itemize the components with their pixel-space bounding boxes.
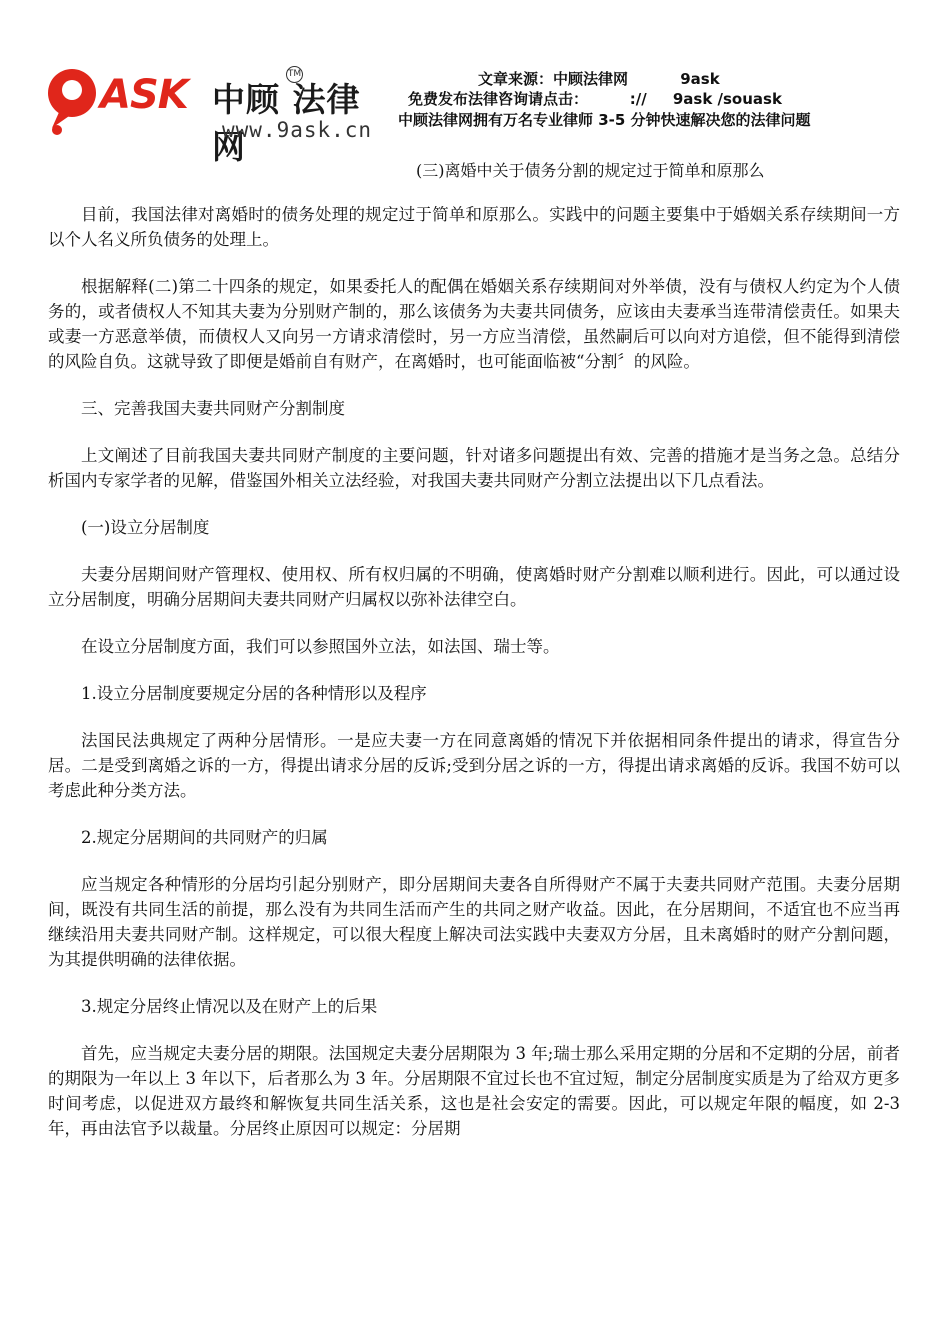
item-heading-2: 2.规定分居期间的共同财产的归属 (81, 828, 328, 847)
item-heading-1: 1.设立分居制度要规定分居的各种情形以及程序 (81, 684, 427, 703)
section-title: (三)离婚中关于债务分割的规定过于简单和原那么 (416, 161, 765, 180)
article-body (48, 202, 900, 1163)
paragraph: 夫妻分居期间财产管理权、使用权、所有权归属的不明确，使离婚时财产分割难以顺利进行。因此，可以通过设立分居制度，明确分居期间夫妻共同财产归属权以弥补法律空白。 (48, 565, 900, 609)
paragraph: 上文阐述了目前我国夫妻共同财产制度的主要问题，针对诸多问题提出有效、完善的措施才是当务之急。总结分析国内专家学者的见解，借鉴国外相关立法经验，对我国夫妻共同财产分割立法提出以下几点看法。 (48, 446, 900, 490)
paragraph: 在设立分居制度方面，我们可以参照国外立法，如法国、瑞士等。 (81, 637, 560, 656)
lawyer-promo-line: 中顾法律网拥有万名专业律师 3-5 分钟快速解决您的法律问题 (398, 111, 811, 129)
paragraph: 目前，我国法律对离婚时的债务处理的规定过于简单和原那么。实践中的问题主要集中于婚姻关系存续期间一方以个人名义所负债务的处理上。 (48, 205, 900, 249)
question-bubble-icon (42, 66, 104, 136)
subheading-1: (一)设立分居制度 (81, 518, 210, 537)
logo-chinese-text: 中顾 法律网 (212, 80, 361, 166)
article-source-line: 文章来源：中顾法律网 9ask (478, 70, 720, 88)
logo-url: www.9ask.cn (222, 118, 373, 142)
site-logo[interactable] (42, 66, 373, 166)
trademark-badge: TM (286, 66, 303, 83)
heading-3: 三、完善我国夫妻共同财产分割制度 (81, 399, 345, 418)
paragraph: 根据解释(二)第二十四条的规定，如果委托人的配偶在婚姻关系存续期间对外举债，没有与债权人约定为个人债务的，或者债权人不知其夫妻为分别财产制的，那么该债务为夫妻共同债务，应该由夫妻承当连带清偿责任。如果夫或妻一方恶意举债，而债权人又向另一方请求清偿时，另一方应当清偿，虽然嗣后可以向对方追偿，但不能得到清偿的风险自负。这就导致了即便是婚前自有财产，在离婚时，也可能面临被“分割〞的风险。 (48, 277, 900, 371)
paragraph: 法国民法典规定了两种分居情形。一是应夫妻一方在同意离婚的情况下并依据相同条件提出的请求，得宣告分居。二是受到离婚之诉的一方，得提出请求分居的反诉;受到分居之诉的一方，得提出请求离婚的反诉。我国不妨可以考虑此种分类方法。 (48, 731, 900, 800)
paragraph: 应当规定各种情形的分居均引起分别财产，即分居期间夫妻各自所得财产不属于夫妻共同财产范围。夫妻分居期间，既没有共同生活的前提，那么没有为共同生活而产生的共同之财产收益。因此，在分居期间，不适宜也不应当再继续沿用夫妻共同财产制。这样规定，可以很大程度上解决司法实践中夫妻双方分居，且未离婚时的财产分割问题，为其提供明确的法律依据。 (48, 875, 900, 969)
item-heading-3: 3.规定分居终止情况以及在财产上的后果 (81, 997, 378, 1016)
paragraph: 首先，应当规定夫妻分居的期限。法国规定夫妻分居期限为 3 年;瑞士那么采用定期的分居和不定期的分居，前者的期限为一年以上 3 年以下，后者那么为 3 年。分居期限不宜过长也不宜过短，制定分居制度实质是为了给双方更多时间考虑，以促进双方最终和解恢复共同生活关系，这也是社会安定的需要。因此，可以规定年限的幅度，如 2-3 年，再由法官予以裁量。分居终止原因可以规定：分居期 (48, 1044, 900, 1138)
logo-ask-text: ASK (100, 72, 188, 118)
free-consult-link-line[interactable]: 免费发布法律咨询请点击： :// 9ask /souask (408, 90, 782, 108)
